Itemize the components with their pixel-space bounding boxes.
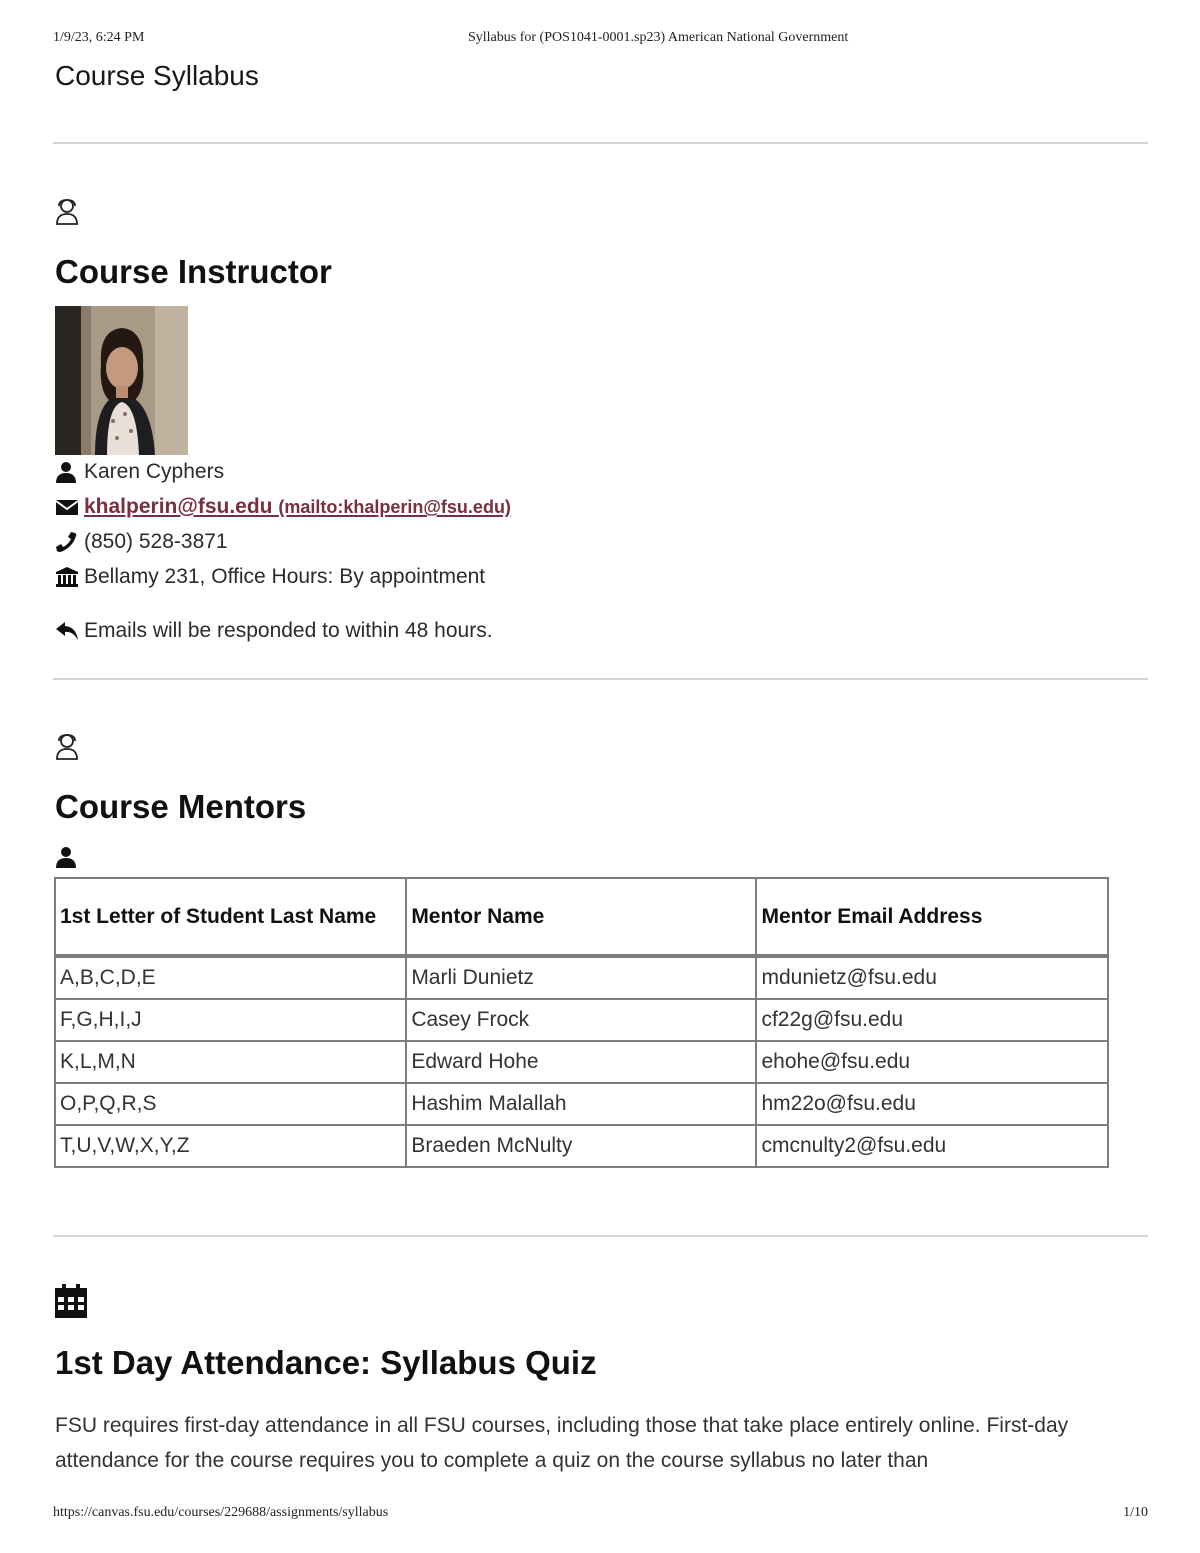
table-cell: A,B,C,D,E — [55, 956, 406, 999]
table-cell: Edward Hohe — [406, 1041, 756, 1083]
table-cell: hm22o@fsu.edu — [756, 1083, 1108, 1125]
table-cell: Marli Dunietz — [406, 956, 756, 999]
column-header: 1st Letter of Student Last Name — [55, 878, 406, 956]
table-row — [55, 1125, 1108, 1167]
divider — [53, 1235, 1148, 1237]
instructor-name: Karen Cyphers — [84, 460, 225, 483]
user-icon — [55, 846, 77, 873]
table-row — [55, 956, 1108, 999]
table-header-row — [55, 878, 1108, 956]
instructor-name-line — [55, 460, 224, 484]
person-outline-icon — [55, 198, 79, 231]
print-url: https://canvas.fsu.edu/courses/229688/assignments/syllabus — [53, 1505, 389, 1520]
envelope-icon — [55, 496, 77, 518]
phone-icon — [55, 531, 77, 553]
instructor-photo — [55, 306, 188, 455]
table-cell: K,L,M,N — [55, 1041, 406, 1083]
reply-icon — [55, 620, 77, 642]
attendance-heading: 1st Day Attendance: Syllabus Quiz — [55, 1344, 597, 1381]
instructor-office-line — [55, 565, 485, 589]
divider — [53, 142, 1148, 144]
table-cell: cf22g@fsu.edu — [756, 999, 1108, 1041]
response-note-line — [55, 619, 493, 643]
instructor-phone-line — [55, 530, 228, 554]
email-mailto: (mailto:khalperin@fsu.edu) — [278, 497, 511, 517]
calendar-icon — [55, 1284, 87, 1323]
table-cell: Braeden McNulty — [406, 1125, 756, 1167]
instructor-heading: Course Instructor — [55, 253, 332, 290]
table-cell: O,P,Q,R,S — [55, 1083, 406, 1125]
column-header: Mentor Email Address — [756, 878, 1108, 956]
page-number: 1/10 — [1123, 1505, 1148, 1520]
email-text: khalperin@fsu.edu — [84, 495, 273, 518]
table-row — [55, 999, 1108, 1041]
instructor-office: Bellamy 231, Office Hours: By appointment — [84, 565, 486, 588]
print-date: 1/9/23, 6:24 PM — [53, 30, 145, 45]
user-icon — [55, 461, 77, 483]
table-cell: F,G,H,I,J — [55, 999, 406, 1041]
column-header: Mentor Name — [406, 878, 756, 956]
table-cell: Hashim Malallah — [406, 1083, 756, 1125]
attendance-paragraph: FSU requires first-day attendance in all FSU courses, including those that take place entirely online. First-day attendance for the course requires you to complete a quiz on the course syllabus no later than — [55, 1414, 1069, 1472]
mentors-table — [54, 877, 1109, 1168]
table-cell: Casey Frock — [406, 999, 756, 1041]
divider — [53, 678, 1148, 680]
print-header — [53, 30, 1148, 50]
table-cell: mdunietz@fsu.edu — [756, 956, 1108, 999]
mentors-heading: Course Mentors — [55, 788, 307, 825]
print-footer — [53, 1505, 1148, 1525]
person-outline-icon — [55, 733, 79, 766]
response-note: Emails will be responded to within 48 hours. — [84, 619, 493, 642]
instructor-phone: (850) 528-3871 — [84, 530, 228, 553]
table-row — [55, 1041, 1108, 1083]
table-cell: cmcnulty2@fsu.edu — [756, 1125, 1108, 1167]
table-row — [55, 1083, 1108, 1125]
instructor-email-link[interactable] — [84, 495, 511, 519]
table-cell: ehohe@fsu.edu — [756, 1041, 1108, 1083]
print-doc-title: Syllabus for (POS1041-0001.sp23) American National Government — [468, 30, 849, 45]
page-title: Course Syllabus — [55, 60, 259, 91]
table-cell: T,U,V,W,X,Y,Z — [55, 1125, 406, 1167]
institution-icon — [55, 566, 77, 588]
instructor-email-line — [55, 495, 511, 519]
